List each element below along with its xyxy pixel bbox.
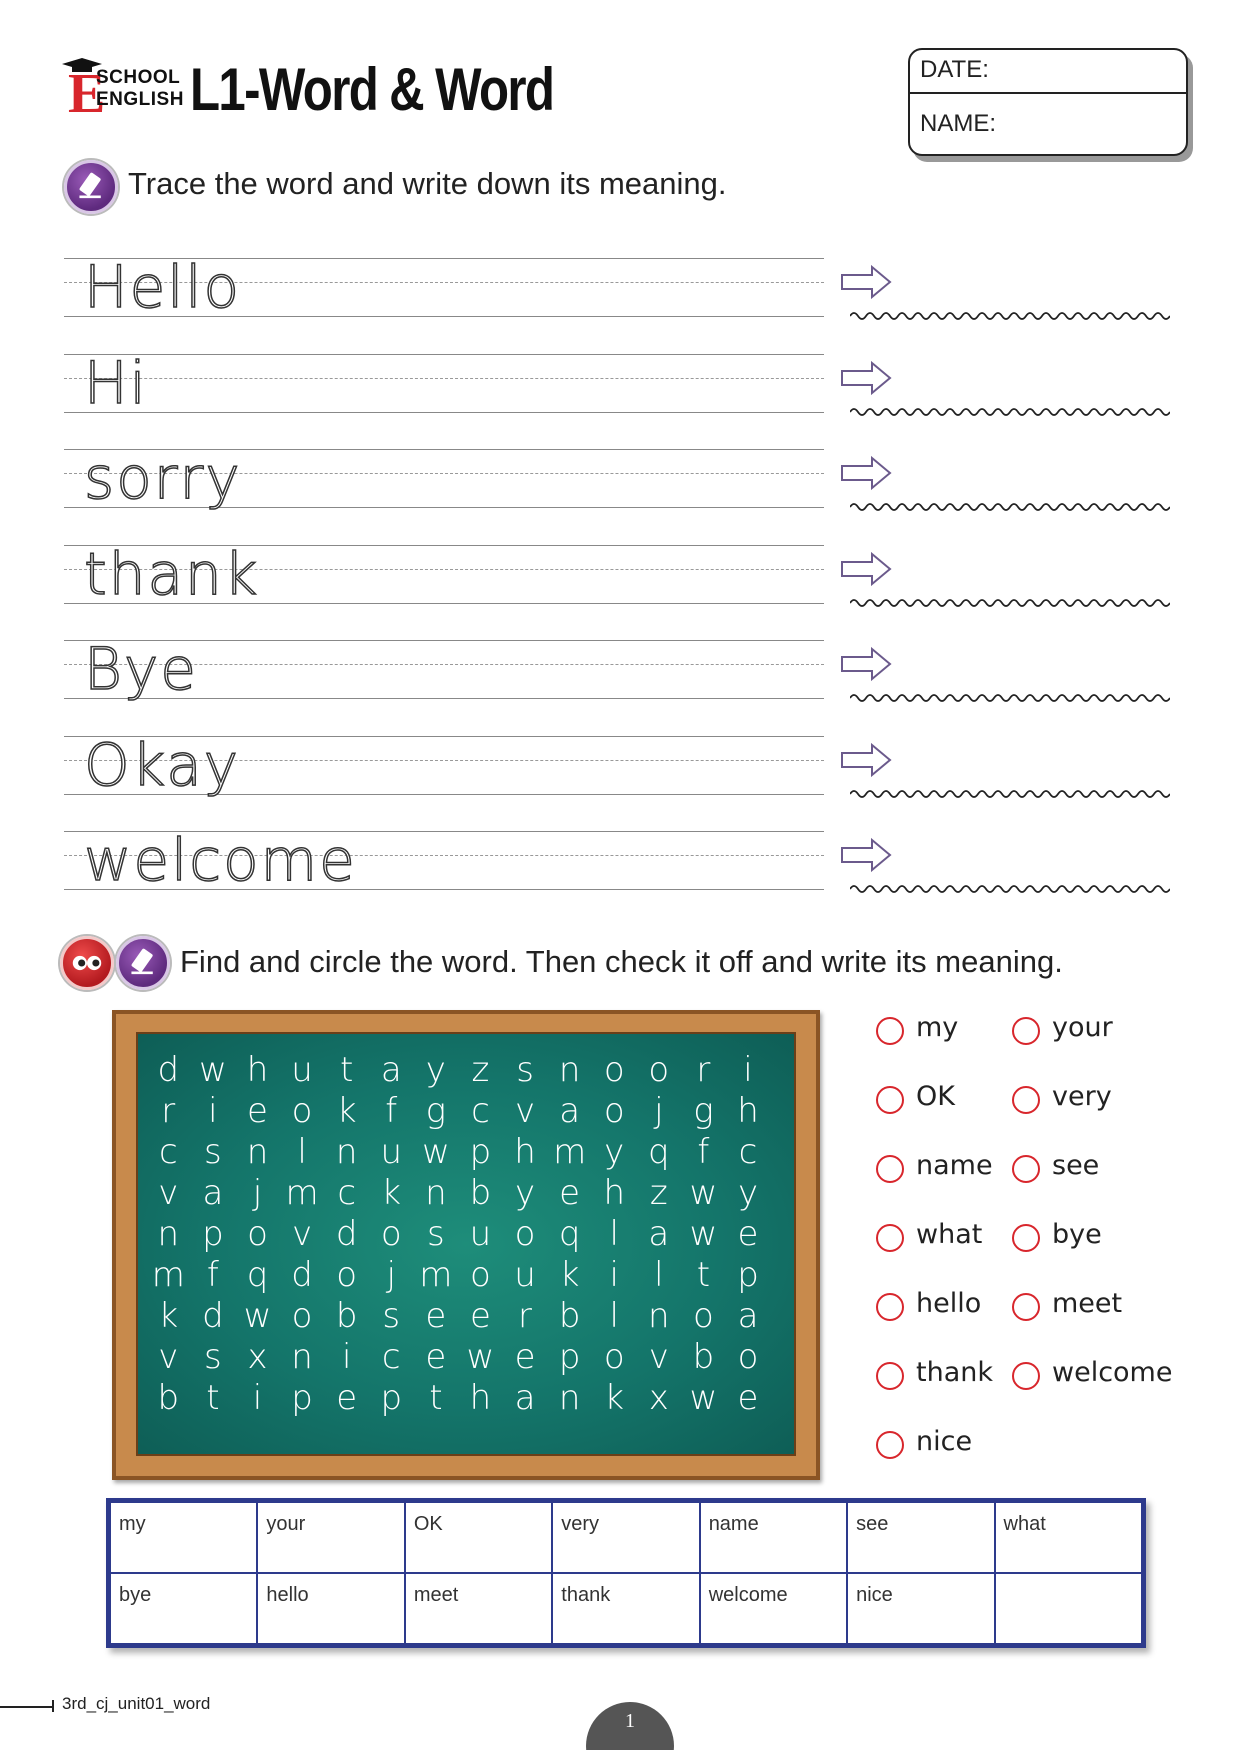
grid-letter[interactable]: w	[198, 1050, 227, 1090]
grid-letter[interactable]: h	[514, 1132, 536, 1172]
table-cell[interactable]: what	[995, 1502, 1142, 1573]
grid-letter[interactable]: l	[297, 1132, 307, 1172]
answer-table	[106, 1498, 1146, 1648]
grid-letter[interactable]: o	[648, 1050, 670, 1090]
answer-wavy-line[interactable]	[850, 597, 1170, 609]
table-cell[interactable]	[995, 1573, 1142, 1644]
grid-letter[interactable]: n	[558, 1378, 581, 1418]
grid-letter[interactable]: e	[559, 1173, 581, 1213]
footer-line	[0, 1706, 52, 1708]
guide-line	[64, 412, 824, 413]
grid-row	[146, 1091, 770, 1132]
grid-letter[interactable]: o	[603, 1091, 625, 1131]
grid-letter[interactable]: t	[696, 1255, 711, 1295]
table-cell[interactable]: thank	[552, 1573, 699, 1644]
grid-letter[interactable]: r	[161, 1091, 176, 1131]
arrow-icon	[840, 646, 894, 682]
grid-letter[interactable]: c	[337, 1173, 357, 1213]
arrow-icon	[840, 264, 894, 300]
check-circle[interactable]	[1012, 1293, 1040, 1321]
arrow-icon	[840, 360, 894, 396]
grid-letter[interactable]: t	[206, 1378, 220, 1418]
grid-letter[interactable]: y	[425, 1050, 446, 1090]
check-circle[interactable]	[876, 1224, 904, 1252]
grid-letter[interactable]: p	[380, 1378, 403, 1418]
trace-word[interactable]: Bye	[84, 635, 198, 703]
checklist-word: what	[916, 1219, 983, 1250]
grid-letter[interactable]: j	[252, 1173, 263, 1213]
grid-letter[interactable]: a	[559, 1091, 581, 1131]
trace-row	[64, 348, 824, 417]
grid-letter[interactable]: y	[737, 1173, 759, 1213]
grid-letter[interactable]: i	[743, 1050, 753, 1090]
grid-letter[interactable]: o	[514, 1214, 536, 1254]
grid-letter[interactable]: u	[469, 1214, 492, 1254]
answer-wavy-line[interactable]	[850, 406, 1170, 418]
trace-word[interactable]: sorry	[84, 444, 242, 512]
table-cell[interactable]: OK	[405, 1502, 552, 1573]
grid-letter[interactable]: i	[252, 1378, 263, 1418]
grid-letter[interactable]: h	[737, 1091, 759, 1131]
check-circle[interactable]	[1012, 1362, 1040, 1390]
logo-text-bottom: ENGLISH	[96, 89, 184, 110]
grid-letter[interactable]: b	[157, 1378, 180, 1418]
grid-letter[interactable]: c	[158, 1132, 178, 1172]
grid-letter[interactable]: k	[559, 1255, 580, 1295]
table-row	[110, 1573, 1142, 1644]
grid-letter[interactable]: e	[737, 1378, 759, 1418]
logo-letter: E	[68, 63, 106, 125]
grid-letter[interactable]: e	[247, 1091, 268, 1131]
grid-letter[interactable]: x	[247, 1337, 268, 1377]
check-circle[interactable]	[876, 1293, 904, 1321]
arrow-icon	[840, 551, 894, 587]
grid-letter[interactable]: v	[292, 1214, 313, 1254]
trace-row	[64, 444, 824, 512]
grid-letter[interactable]: s	[204, 1132, 222, 1172]
arrow-icon	[840, 837, 894, 873]
grid-letter[interactable]: v	[514, 1091, 536, 1131]
grid-letter[interactable]: d	[335, 1214, 358, 1254]
check-circle[interactable]	[876, 1017, 904, 1045]
check-circle[interactable]	[876, 1155, 904, 1183]
grid-letter[interactable]: q	[648, 1132, 670, 1172]
grid-letter[interactable]: s	[516, 1050, 534, 1090]
name-label: NAME:	[920, 110, 997, 137]
grid-letter[interactable]: n	[425, 1173, 447, 1213]
grid-letter[interactable]: m	[419, 1255, 453, 1295]
grid-row	[146, 1173, 770, 1214]
grid-letter[interactable]: t	[340, 1050, 354, 1090]
grid-letter[interactable]: a	[202, 1173, 224, 1213]
grid-letter[interactable]: g	[693, 1091, 714, 1131]
checklist-word: my	[916, 1012, 959, 1043]
check-circle[interactable]	[1012, 1224, 1040, 1252]
grid-row	[146, 1214, 770, 1255]
grid-letter[interactable]: a	[380, 1050, 402, 1090]
check-circle[interactable]	[876, 1362, 904, 1390]
grid-letter[interactable]: d	[202, 1296, 224, 1336]
grid-letter[interactable]: n	[558, 1050, 581, 1090]
checklist-word: hello	[916, 1288, 982, 1319]
grid-letter[interactable]: l	[609, 1296, 619, 1336]
grid-letter[interactable]: z	[471, 1050, 490, 1090]
word-search-board	[112, 1010, 820, 1480]
table-cell[interactable]: welcome	[700, 1573, 847, 1644]
trace-word[interactable]: thank	[84, 539, 260, 608]
grid-letter[interactable]: b	[558, 1296, 581, 1336]
grid-letter[interactable]: n	[157, 1214, 180, 1254]
letter-grid	[146, 1050, 770, 1419]
grid-letter[interactable]: c	[738, 1132, 758, 1172]
grid-letter[interactable]: v	[158, 1337, 179, 1377]
table-cell[interactable]: my	[110, 1502, 257, 1573]
answer-wavy-line[interactable]	[850, 692, 1170, 704]
date-name-box	[908, 48, 1188, 156]
grid-letter[interactable]: q	[246, 1255, 269, 1295]
checklist-word: name	[916, 1150, 993, 1181]
checklist-word: see	[1052, 1150, 1100, 1181]
grid-letter[interactable]: y	[604, 1132, 625, 1172]
grid-row	[146, 1296, 770, 1337]
page-number: 1	[625, 1710, 635, 1732]
page-number-badge	[586, 1702, 674, 1750]
trace-row	[64, 826, 824, 894]
table-cell[interactable]: your	[257, 1502, 404, 1573]
grid-letter[interactable]: o	[247, 1214, 268, 1254]
grid-letter[interactable]: s	[382, 1296, 401, 1336]
section2-instruction: Find and circle the word. Then check it off and write its meaning.	[180, 944, 1063, 979]
grid-letter[interactable]: w	[466, 1337, 495, 1377]
grid-letter[interactable]: f	[206, 1255, 219, 1295]
pencil-icon	[64, 160, 118, 214]
table-cell[interactable]: bye	[110, 1573, 257, 1644]
grid-letter[interactable]: u	[291, 1050, 313, 1090]
checklist-word: your	[1052, 1012, 1113, 1043]
grid-letter[interactable]: x	[648, 1378, 669, 1418]
trace-row	[64, 730, 824, 799]
school-english-logo	[60, 58, 184, 125]
grid-letter[interactable]: m	[285, 1173, 319, 1213]
grid-letter[interactable]: e	[425, 1337, 447, 1377]
grid-letter[interactable]: n	[246, 1132, 269, 1172]
table-row	[110, 1502, 1142, 1573]
grid-letter[interactable]: n	[335, 1132, 358, 1172]
grid-letter[interactable]: c	[471, 1091, 490, 1131]
date-label: DATE:	[920, 56, 989, 83]
guide-line	[64, 354, 824, 355]
grid-letter[interactable]: g	[425, 1091, 447, 1131]
grid-letter[interactable]: r	[518, 1296, 533, 1336]
grid-letter[interactable]: b	[469, 1173, 492, 1213]
grid-letter[interactable]: o	[470, 1255, 491, 1295]
trace-row	[64, 539, 824, 608]
grid-letter[interactable]: b	[692, 1337, 715, 1377]
grid-letter[interactable]: r	[696, 1050, 711, 1090]
grid-letter[interactable]: p	[737, 1255, 759, 1295]
grid-letter[interactable]: e	[425, 1296, 447, 1336]
logo-text-top: SCHOOL	[96, 67, 181, 88]
grid-letter[interactable]: o	[291, 1296, 313, 1336]
grid-letter[interactable]: y	[514, 1173, 536, 1213]
grid-letter[interactable]: o	[380, 1214, 402, 1254]
trace-word[interactable]: Hello	[84, 253, 242, 321]
grid-letter[interactable]: o	[693, 1296, 714, 1336]
grid-letter[interactable]: m	[553, 1132, 587, 1172]
checklist-word: welcome	[1052, 1357, 1173, 1388]
trace-row	[64, 635, 824, 703]
grid-letter[interactable]: w	[689, 1173, 718, 1213]
grid-letter[interactable]: i	[208, 1091, 218, 1131]
divider	[910, 92, 1186, 94]
grid-letter[interactable]: e	[737, 1214, 759, 1254]
grid-letter[interactable]: k	[604, 1378, 625, 1418]
grid-letter[interactable]: s	[427, 1214, 445, 1254]
arrow-icon	[840, 742, 894, 778]
grid-letter[interactable]: w	[689, 1378, 718, 1418]
grid-letter[interactable]: j	[654, 1091, 664, 1131]
table-cell[interactable]: meet	[405, 1573, 552, 1644]
grid-letter[interactable]: u	[514, 1255, 536, 1295]
grid-row	[146, 1050, 770, 1091]
grid-letter[interactable]: n	[291, 1337, 313, 1377]
grid-letter[interactable]: t	[429, 1378, 443, 1418]
footer-code: 3rd_cj_unit01_word	[62, 1694, 211, 1713]
grid-letter[interactable]: u	[380, 1132, 403, 1172]
grid-letter[interactable]: o	[603, 1337, 625, 1377]
grid-letter[interactable]: e	[514, 1337, 536, 1377]
grid-letter[interactable]: i	[341, 1337, 352, 1377]
grid-letter[interactable]: a	[514, 1378, 536, 1418]
answer-wavy-line[interactable]	[850, 788, 1170, 800]
check-circle[interactable]	[1012, 1086, 1040, 1114]
pencil-icon	[116, 936, 170, 990]
section1-instruction: Trace the word and write down its meaning.	[128, 166, 727, 201]
grid-letter[interactable]: d	[291, 1255, 313, 1295]
answer-wavy-line[interactable]	[850, 883, 1170, 895]
check-circle[interactable]	[876, 1431, 904, 1459]
grid-letter[interactable]: q	[558, 1214, 581, 1254]
grid-letter[interactable]: f	[385, 1091, 398, 1131]
check-circle[interactable]	[876, 1086, 904, 1114]
answer-wavy-line[interactable]	[850, 310, 1170, 322]
grid-letter[interactable]: j	[386, 1255, 396, 1295]
grid-letter[interactable]: l	[609, 1214, 619, 1254]
grid-letter[interactable]: i	[609, 1255, 619, 1295]
trace-row	[64, 253, 824, 321]
grid-letter[interactable]: p	[291, 1378, 313, 1418]
grid-letter[interactable]: h	[603, 1173, 626, 1213]
grid-letter[interactable]: b	[335, 1296, 358, 1336]
grid-letter[interactable]: s	[204, 1337, 222, 1377]
eyes-icon	[60, 936, 114, 990]
grid-letter[interactable]: c	[381, 1337, 401, 1377]
grid-letter[interactable]: o	[336, 1255, 358, 1295]
checklist-word: meet	[1052, 1288, 1123, 1319]
grid-row	[146, 1337, 770, 1378]
footer-tick	[52, 1700, 54, 1712]
answer-wavy-line[interactable]	[850, 501, 1170, 513]
table-cell[interactable]: hello	[257, 1573, 404, 1644]
table-cell[interactable]: see	[847, 1502, 994, 1573]
grid-letter[interactable]: e	[336, 1378, 358, 1418]
grid-letter[interactable]: n	[648, 1296, 670, 1336]
grid-letter[interactable]: e	[469, 1296, 491, 1336]
grid-letter[interactable]: o	[291, 1091, 313, 1131]
arrow-icon	[840, 455, 894, 491]
table-cell[interactable]: name	[700, 1502, 847, 1573]
grid-letter[interactable]: o	[737, 1337, 759, 1377]
grid-row	[146, 1132, 770, 1173]
grid-letter[interactable]: k	[158, 1296, 179, 1336]
grid-letter[interactable]: a	[737, 1296, 759, 1336]
grid-letter[interactable]: z	[649, 1173, 668, 1213]
grid-letter[interactable]: w	[243, 1296, 272, 1336]
checklist-word: very	[1052, 1081, 1112, 1112]
grid-letter[interactable]: o	[603, 1050, 625, 1090]
guide-line-dashed	[64, 378, 824, 379]
table-cell[interactable]: very	[552, 1502, 699, 1573]
checklist-word: bye	[1052, 1219, 1102, 1250]
table-cell[interactable]: nice	[847, 1573, 994, 1644]
grid-letter[interactable]: h	[469, 1378, 492, 1418]
grid-letter[interactable]: l	[654, 1255, 664, 1295]
checklist-word: OK	[916, 1081, 955, 1112]
grid-letter[interactable]: m	[151, 1255, 185, 1295]
check-circle[interactable]	[1012, 1155, 1040, 1183]
grid-letter[interactable]: w	[421, 1132, 450, 1172]
grid-letter[interactable]: d	[157, 1050, 180, 1090]
trace-word[interactable]: Hi	[84, 348, 148, 417]
checklist-word: thank	[916, 1357, 993, 1388]
trace-word[interactable]: Okay	[84, 730, 241, 799]
grid-letter[interactable]: p	[202, 1214, 224, 1254]
grid-letter[interactable]: w	[689, 1214, 718, 1254]
grid-letter[interactable]: k	[336, 1091, 357, 1131]
grid-letter[interactable]: p	[558, 1337, 581, 1377]
grid-row	[146, 1255, 770, 1296]
trace-word[interactable]: welcome	[84, 826, 357, 894]
grid-letter[interactable]: f	[697, 1132, 710, 1172]
check-circle[interactable]	[1012, 1017, 1040, 1045]
grid-letter[interactable]: a	[648, 1214, 670, 1254]
grid-letter[interactable]: k	[381, 1173, 402, 1213]
grid-row	[146, 1378, 770, 1419]
grid-letter[interactable]: p	[469, 1132, 492, 1172]
checklist-word: nice	[916, 1426, 973, 1457]
page-title: L1-Word & Word	[190, 56, 554, 123]
grid-letter[interactable]: v	[648, 1337, 669, 1377]
grid-letter[interactable]: v	[158, 1173, 179, 1213]
grid-letter[interactable]: h	[246, 1050, 269, 1090]
